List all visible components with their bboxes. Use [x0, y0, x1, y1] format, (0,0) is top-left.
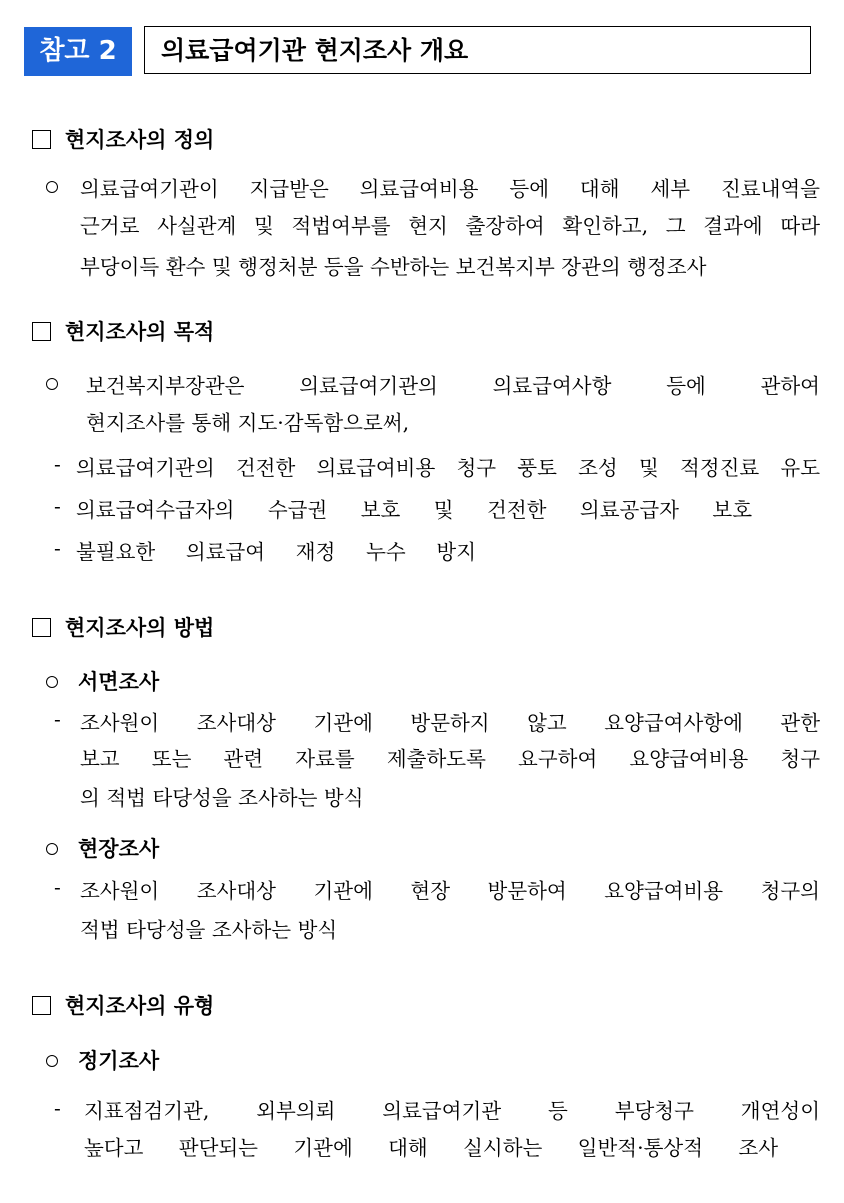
purpose-item-3: 불필요한 의료급여 재정 누수 방지: [76, 540, 476, 564]
types-regular-title: 정기조사: [78, 1049, 160, 1073]
dash-bullet: -: [54, 707, 61, 731]
method-onsite-title: 현장조사: [78, 837, 160, 861]
definition-line-2: 근거로 사실관계 및 적법여부를 현지 출장하여 확인하고, 그 결과에 따라: [80, 214, 820, 238]
section-heading-types: [32, 990, 214, 1020]
circle-bullet-icon: [46, 1055, 58, 1067]
purpose-intro-line-1: 보건복지부장관은 의료급여기관의 의료급여사항 등에 관하여: [86, 374, 820, 398]
page-title: 의료급여기관 현지조사 개요: [144, 26, 811, 74]
checkbox-square-icon: [32, 322, 51, 341]
purpose-item-1: 의료급여기관의 건전한 의료급여비용 청구 풍토 조성 및 적정진료 유도: [76, 456, 820, 480]
section-heading-purpose: [32, 316, 214, 346]
method-document-review-title: 서면조사: [78, 670, 160, 694]
circle-bullet-icon: [46, 843, 58, 855]
method-document-review-line-3: 의 적법 타당성을 조사하는 방식: [80, 786, 364, 810]
method-onsite-line-2: 적법 타당성을 조사하는 방식: [80, 918, 338, 942]
dash-bullet: -: [54, 494, 61, 518]
method-document-review-line-2: 보고 또는 관련 자료를 제출하도록 요구하여 요양급여비용 청구: [80, 747, 820, 771]
circle-bullet-icon: [46, 181, 58, 193]
section-heading-definition: [32, 124, 214, 154]
section-heading-method: [32, 612, 214, 642]
checkbox-square-icon: [32, 618, 51, 637]
section-heading-text: 현지조사의 유형: [65, 994, 215, 1018]
dash-bullet: -: [54, 452, 61, 476]
dash-bullet: -: [54, 875, 61, 899]
definition-line-1: 의료급여기관이 지급받은 의료급여비용 등에 대해 세부 진료내역을: [80, 177, 820, 201]
purpose-intro-line-2: 현지조사를 통해 지도·감독함으로써,: [86, 411, 410, 435]
method-document-review-line-1: 조사원이 조사대상 기관에 방문하지 않고 요양급여사항에 관한: [80, 711, 820, 735]
checkbox-square-icon: [32, 996, 51, 1015]
checkbox-square-icon: [32, 130, 51, 149]
section-heading-text: 현지조사의 목적: [65, 320, 215, 344]
dash-bullet: -: [54, 1096, 61, 1120]
circle-bullet-icon: [46, 676, 58, 688]
types-regular-line-2: 높다고 판단되는 기관에 대해 실시하는 일반적·통상적 조사: [84, 1136, 778, 1160]
dash-bullet: -: [54, 536, 61, 560]
method-onsite-line-1: 조사원이 조사대상 기관에 현장 방문하여 요양급여비용 청구의: [80, 879, 820, 903]
section-heading-text: 현지조사의 정의: [65, 128, 215, 152]
reference-badge: 참고 2: [24, 27, 132, 76]
section-heading-text: 현지조사의 방법: [65, 616, 215, 640]
purpose-item-2: 의료급여수급자의 수급권 보호 및 건전한 의료공급자 보호: [76, 498, 752, 522]
circle-bullet-icon: [46, 378, 58, 390]
types-regular-line-1: 지표점검기관, 외부의뢰 의료급여기관 등 부당청구 개연성이: [84, 1099, 820, 1123]
definition-line-3: 부당이득 환수 및 행정처분 등을 수반하는 보건복지부 장관의 행정조사: [80, 255, 707, 279]
